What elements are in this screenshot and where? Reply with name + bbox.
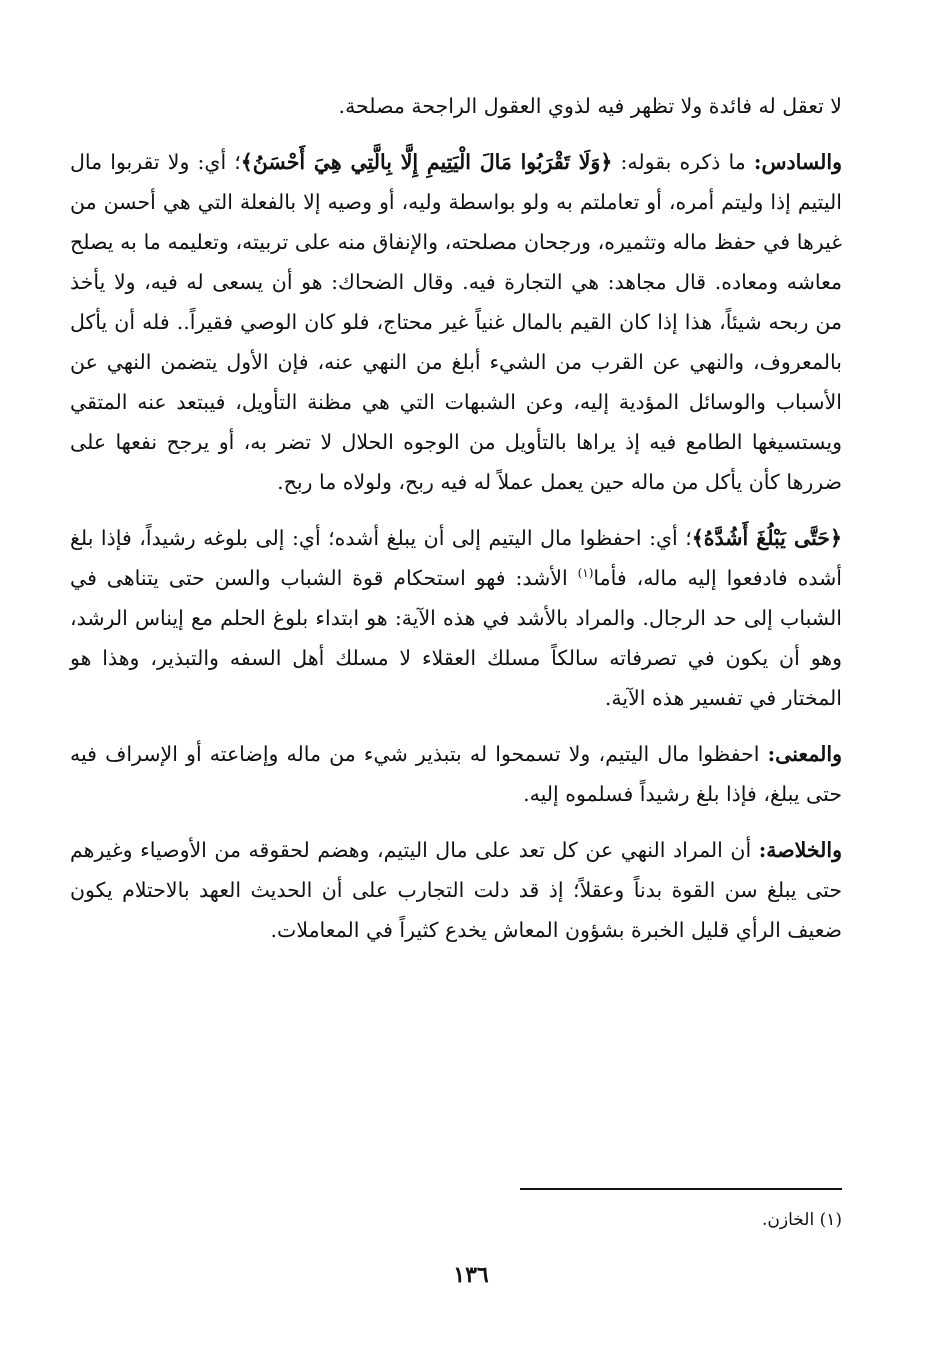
- footnote-reference: (١): [577, 566, 594, 581]
- paragraph-text: ؛ أي: احفظوا مال اليتيم إلى أن يبلغ أشده؛ أي: إلى بلوغه رشيداً، فإذا بلغ أشده فادفعوا إليه ماله، فأما: [70, 526, 842, 590]
- paragraph-text: ؛ أي: ولا تقربوا مال اليتيم إذا وليتم أمره، أو تعاملتم به ولو بواسطة وليه، أو وصيه إلا بالفعلة التي هي أحسن من غيرها في حفظ ماله وتثميره، ورجحان مصلحته، والإنفاق منه على تربيته، وتعليمه ما به يصلح معاشه ومعاده. قال مجاهد: هي التجارة فيه. وقال الضحاك: هو أن يسعى له فيه، ولا يأخذ من ربحه شيئاً، هذا إذا كان القيم بالمال غنياً غير محتاج، فلو كان الوصي فقيراً.. فله أن يأكل بالمعروف، والنهي عن القرب من الشيء أبلغ من النهي عنه، فإن الأول يتضمن النهي عن الأسباب والوسائل المؤدية إليه، وعن الشبهات التي هي مظنة التأويل، فيبتعد عنه المتقي ويستسيغها الطامع فيه إذ يراها بالتأويل من الوجوه الحلال لا تضر به، أو يرجح نفعها على ضررها كأن يأكل من ماله حين يعمل عملاً له فيه ربح، ولولاه ما ربح.: [70, 150, 842, 494]
- page-body: [70, 86, 842, 950]
- footnote-divider: [520, 1188, 842, 1190]
- paragraph-text: ما ذكره بقوله:: [620, 150, 746, 174]
- footnote: [70, 1206, 842, 1234]
- paragraph-text: احفظوا مال اليتيم، ولا تسمحوا له بتبذير شيء من ماله وإضاعته أو الإسراف فيه حتى يبلغ، فإذا بلغ رشيداً فسلموه إليه.: [70, 742, 842, 806]
- paragraph-text: لا تعقل له فائدة ولا تظهر فيه لذوي العقول الراجحة مصلحة.: [338, 94, 842, 118]
- paragraph-lead: والمعنى:: [767, 742, 842, 766]
- paragraph-lead: والسادس:: [753, 150, 842, 174]
- paragraph-opening: [70, 86, 842, 126]
- paragraph-sixth: [70, 142, 842, 502]
- paragraph-lead: والخلاصة:: [758, 838, 842, 862]
- page-number: ١٣٦: [453, 1262, 489, 1288]
- footnote-text: الخازن.: [762, 1210, 815, 1230]
- paragraph-meaning: [70, 734, 842, 814]
- quran-verse: ﴿حَتَّى يَبْلُغَ أَشُدَّهُ﴾: [691, 526, 842, 550]
- paragraph-maturity: [70, 518, 842, 718]
- paragraph-summary: [70, 830, 842, 950]
- footnote-marker: (١): [819, 1210, 842, 1230]
- paragraph-text: الأشد: فهو استحكام قوة الشباب والسن حتى يتناهى في الشباب إلى حد الرجال. والمراد بالأشد في هذه الآية: هو ابتداء بلوغ الحلم مع إيناس الرشد، وهو أن يكون في تصرفاته سالكاً مسلك العقلاء لا مسلك أهل السفه والتبذير، وهذا هو المختار في تفسير هذه الآية.: [70, 566, 842, 710]
- quran-verse: ﴿وَلَا تَقْرَبُوا مَالَ الْيَتِيمِ إِلَّا بِالَّتِي هِيَ أَحْسَنُ﴾: [240, 150, 613, 174]
- paragraph-text: أن المراد النهي عن كل تعد على مال اليتيم، وهضم لحقوقه من الأوصياء وغيرهم حتى يبلغ سن القوة بدناً وعقلاً؛ إذ قد دلت التجارب على أن الحديث العهد بالاحتلام يكون ضعيف الرأي قليل الخبرة بشؤون المعاش يخدع كثيراً في المعاملات.: [70, 838, 842, 942]
